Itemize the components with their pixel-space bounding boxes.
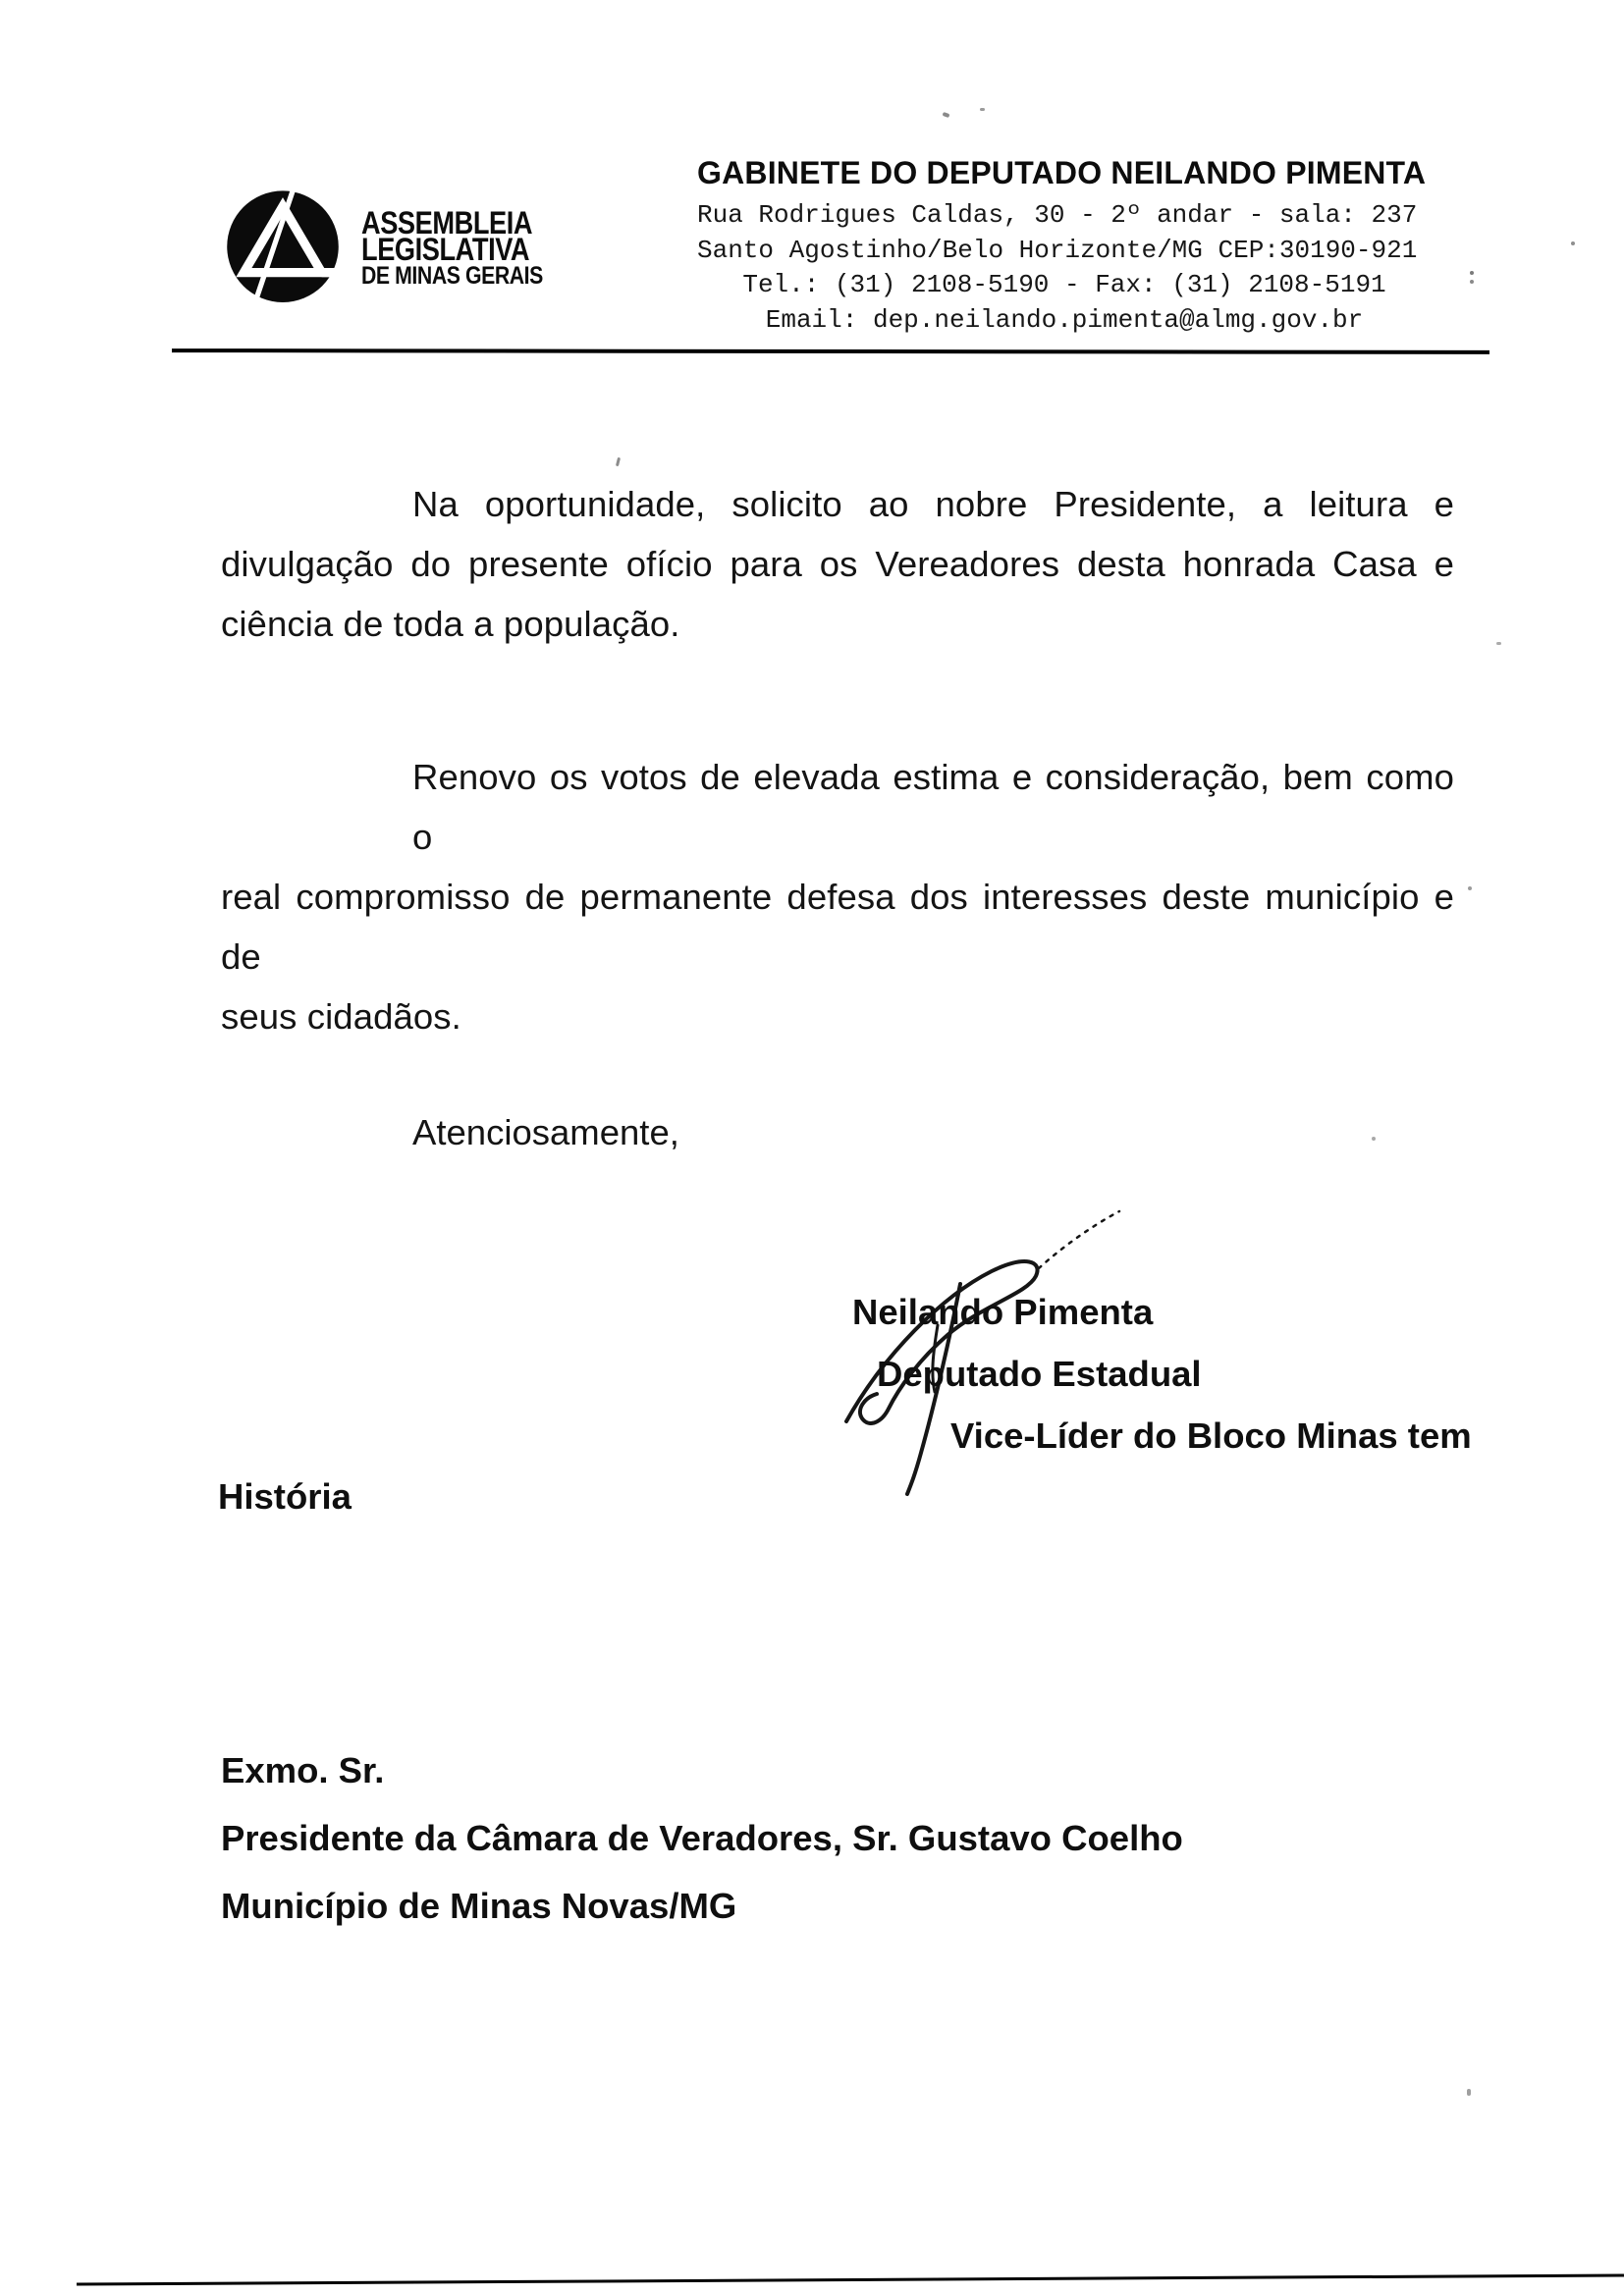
scan-speck xyxy=(980,108,985,111)
scan-speck xyxy=(1496,642,1501,645)
paragraph2-line3: seus cidadãos. xyxy=(221,996,461,1037)
scan-speck xyxy=(1468,886,1472,890)
paragraph1-line2: divulgação do presente ofício para os Vereadores desta honrada Casa e xyxy=(221,544,1454,584)
scan-speck xyxy=(1467,2089,1471,2096)
address-email: Email: dep.neilando.pimenta@almg.gov.br xyxy=(765,304,1364,335)
scan-speck xyxy=(616,457,621,466)
office-header-block xyxy=(697,155,1453,338)
closing-salutation: Atenciosamente, xyxy=(412,1112,679,1152)
scan-speck xyxy=(1571,241,1575,245)
almg-logo-icon xyxy=(218,189,348,306)
scan-speck xyxy=(1470,271,1474,275)
address-city-cep: Santo Agostinho/Belo Horizonte/MG CEP:30190-921 xyxy=(697,235,1418,265)
body-paragraph-1 xyxy=(221,474,1454,654)
signer-title: Deputado Estadual xyxy=(877,1354,1202,1394)
header-divider-rule xyxy=(172,348,1489,354)
address-phone-fax: Tel.: (31) 2108-5190 - Fax: (31) 2108-5191 xyxy=(742,270,1386,299)
paragraph2-line2: real compromisso de permanente defesa dos interesses deste município e de xyxy=(221,877,1454,977)
paragraph1-line1: Na oportunidade, solicito ao nobre Presidente, a leitura e xyxy=(412,484,1454,524)
scan-speck xyxy=(943,112,950,118)
address-street: Rua Rodrigues Caldas, 30 - 2º andar - sala: 237 xyxy=(697,200,1418,230)
paragraph2-line1: Renovo os votos de elevada estima e consideração, bem como o xyxy=(412,757,1454,857)
signer-role-line2: História xyxy=(218,1476,352,1517)
body-paragraph-2 xyxy=(221,747,1454,1046)
office-address-block xyxy=(697,198,1453,338)
signer-name: Neilando Pimenta xyxy=(852,1292,1154,1332)
logo-wordmark-line1: ASSEMBLEIA xyxy=(361,205,533,240)
paragraph1-line3: ciência de toda a população. xyxy=(221,604,680,644)
almg-logo-wordmark xyxy=(361,205,575,290)
office-title: GABINETE DO DEPUTADO NEILANDO PIMENTA xyxy=(697,155,1427,190)
signer-role-line1: Vice-Líder do Bloco Minas tem xyxy=(950,1415,1472,1456)
scan-speck xyxy=(1372,1137,1376,1141)
addressee-block xyxy=(221,1736,1183,1940)
logo-wordmark-line2: LEGISLATIVA xyxy=(361,232,530,267)
logo-wordmark-line3: DE MINAS GERAIS xyxy=(361,262,543,290)
addressee-municipality: Município de Minas Novas/MG xyxy=(221,1886,737,1926)
addressee-name: Presidente da Câmara de Veradores, Sr. Gustavo Coelho xyxy=(221,1818,1183,1858)
page-bottom-rule xyxy=(77,2273,1624,2285)
addressee-salutation: Exmo. Sr. xyxy=(221,1750,385,1790)
